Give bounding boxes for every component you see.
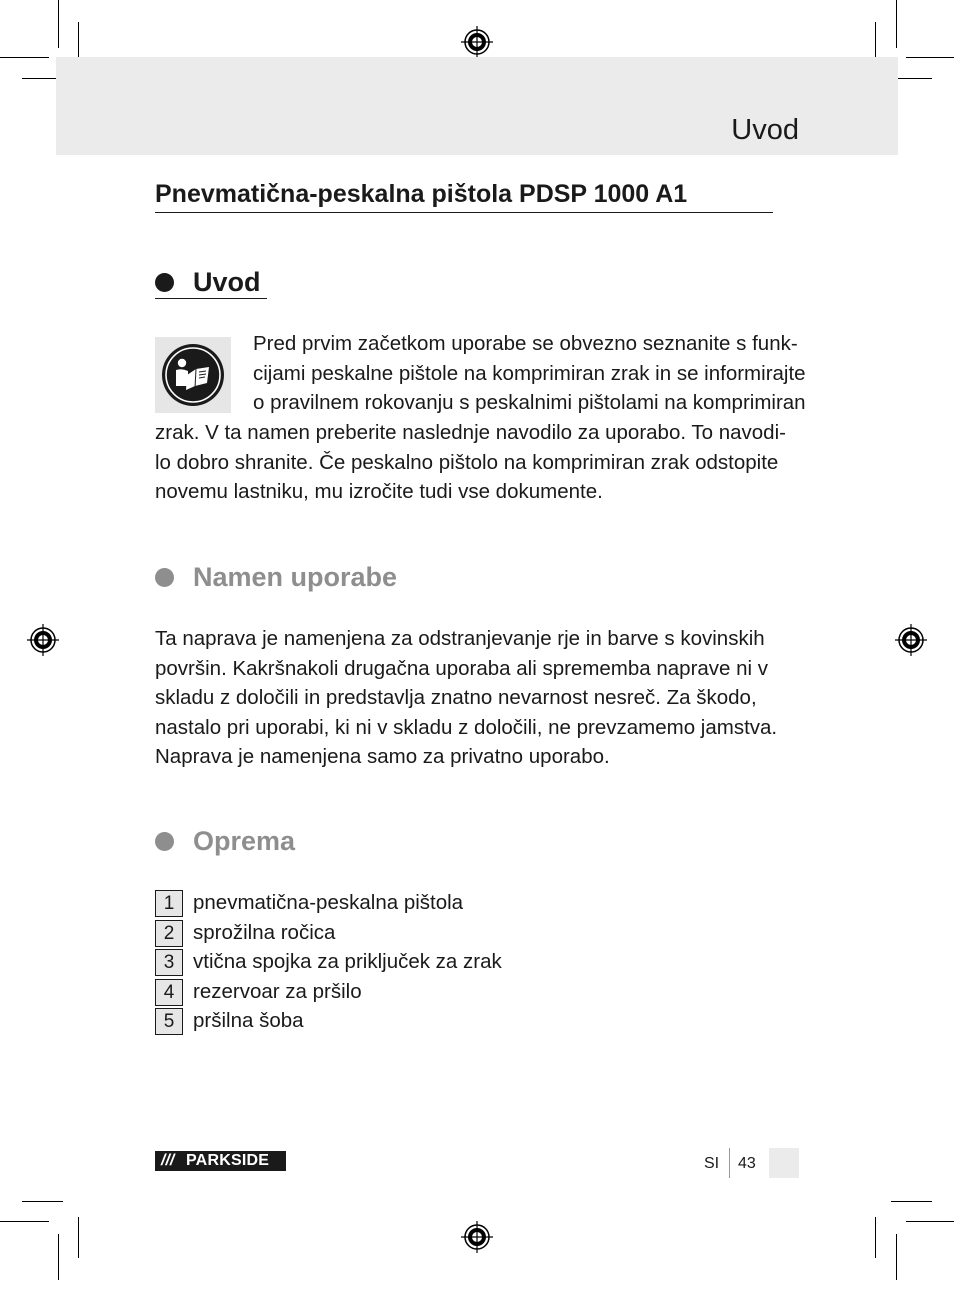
- registration-mark-icon: [460, 25, 494, 59]
- crop-mark: [0, 1221, 49, 1222]
- heading-underline: [155, 298, 267, 299]
- header-title: Uvod: [731, 114, 799, 146]
- crop-mark: [891, 1201, 932, 1202]
- read-manual-icon: [155, 337, 231, 413]
- list-item: [155, 1008, 555, 1035]
- item-text: pršilna šoba: [193, 1009, 304, 1032]
- page-tab-marker: [769, 1148, 799, 1178]
- list-item: [155, 979, 555, 1006]
- section-heading-intro: [155, 265, 285, 299]
- crop-mark: [22, 1201, 63, 1202]
- section-heading-equipment: [155, 824, 355, 858]
- section-heading-purpose: [155, 560, 455, 594]
- text-line: zrak. V ta namen preberite naslednje navodilo za uporabo. To navodi-: [155, 421, 786, 444]
- section-heading-label: Oprema: [193, 826, 296, 856]
- brand-logo: [155, 1151, 286, 1171]
- crop-mark: [78, 1217, 79, 1258]
- brand-slashes: ///: [161, 1152, 175, 1169]
- text-line: cijami peskalne pištole na komprimiran zrak in se informirajte: [253, 361, 806, 385]
- text-line: skladu z določili in predstavlja znatno nevarnost nesreč. Za škodo,: [155, 686, 757, 709]
- list-item: [155, 890, 555, 917]
- section-heading-label: Namen uporabe: [193, 562, 398, 592]
- page-number: 43: [738, 1155, 756, 1172]
- item-text: sprožilna ročica: [193, 921, 336, 944]
- item-number: 5: [155, 1008, 183, 1035]
- intro-paragraph-wrapped: [253, 329, 806, 418]
- text-line: o pravilnem rokovanju s peskalnimi pištolami na komprimiran: [253, 391, 806, 414]
- item-text: rezervoar za pršilo: [193, 980, 362, 1003]
- registration-mark-icon: [460, 1220, 494, 1254]
- crop-mark: [896, 1234, 897, 1280]
- crop-mark: [58, 1234, 59, 1280]
- item-number: 1: [155, 890, 183, 917]
- intro-paragraph: [155, 418, 786, 507]
- footer-divider: [729, 1148, 730, 1178]
- text-line: površin. Kakršnakoli drugačna uporaba ali sprememba naprave ni v: [155, 656, 769, 680]
- bullet-dot-icon: [155, 832, 174, 851]
- text-line: Pred prvim začetkom uporabe se obvezno seznanite s funk-: [253, 332, 798, 355]
- purpose-paragraph: [155, 624, 777, 772]
- crop-mark: [0, 57, 49, 58]
- registration-mark-icon: [26, 623, 60, 657]
- list-item: [155, 949, 555, 976]
- bullet-dot-icon: [155, 568, 174, 587]
- text-line: Ta naprava je namenjena za odstranjevanje rje in barve s kovinskih: [155, 627, 765, 650]
- text-line: nastalo pri uporabi, ki ni v skladu z določili, ne prevzamemo jamstva.: [155, 715, 778, 739]
- item-number: 4: [155, 979, 183, 1006]
- item-text: pnevmatična-peskalna pištola: [193, 891, 464, 914]
- registration-mark-icon: [894, 623, 928, 657]
- crop-mark: [906, 57, 954, 58]
- item-number: 2: [155, 920, 183, 947]
- item-number: 3: [155, 949, 183, 976]
- text-line: lo dobro shranite. Če peskalno pištolo na komprimiran zrak odstopite: [155, 450, 779, 474]
- language-code: SI: [704, 1155, 720, 1172]
- text-line: novemu lastniku, mu izročite tudi vse dokumente.: [155, 480, 603, 503]
- crop-mark: [896, 0, 897, 48]
- item-text: vtična spojka za priključek za zrak: [193, 950, 502, 973]
- crop-mark: [58, 0, 59, 48]
- section-heading-label: Uvod: [193, 267, 261, 297]
- list-item: [155, 920, 555, 947]
- brand-name: PARKSIDE: [186, 1152, 270, 1169]
- text-line: Naprava je namenjena samo za privatno uporabo.: [155, 745, 610, 768]
- bullet-dot-icon: [155, 273, 174, 292]
- crop-mark: [906, 1221, 954, 1222]
- document-title: Pnevmatična-peskalna pištola PDSP 1000 A1: [155, 176, 773, 213]
- crop-mark: [875, 1217, 876, 1258]
